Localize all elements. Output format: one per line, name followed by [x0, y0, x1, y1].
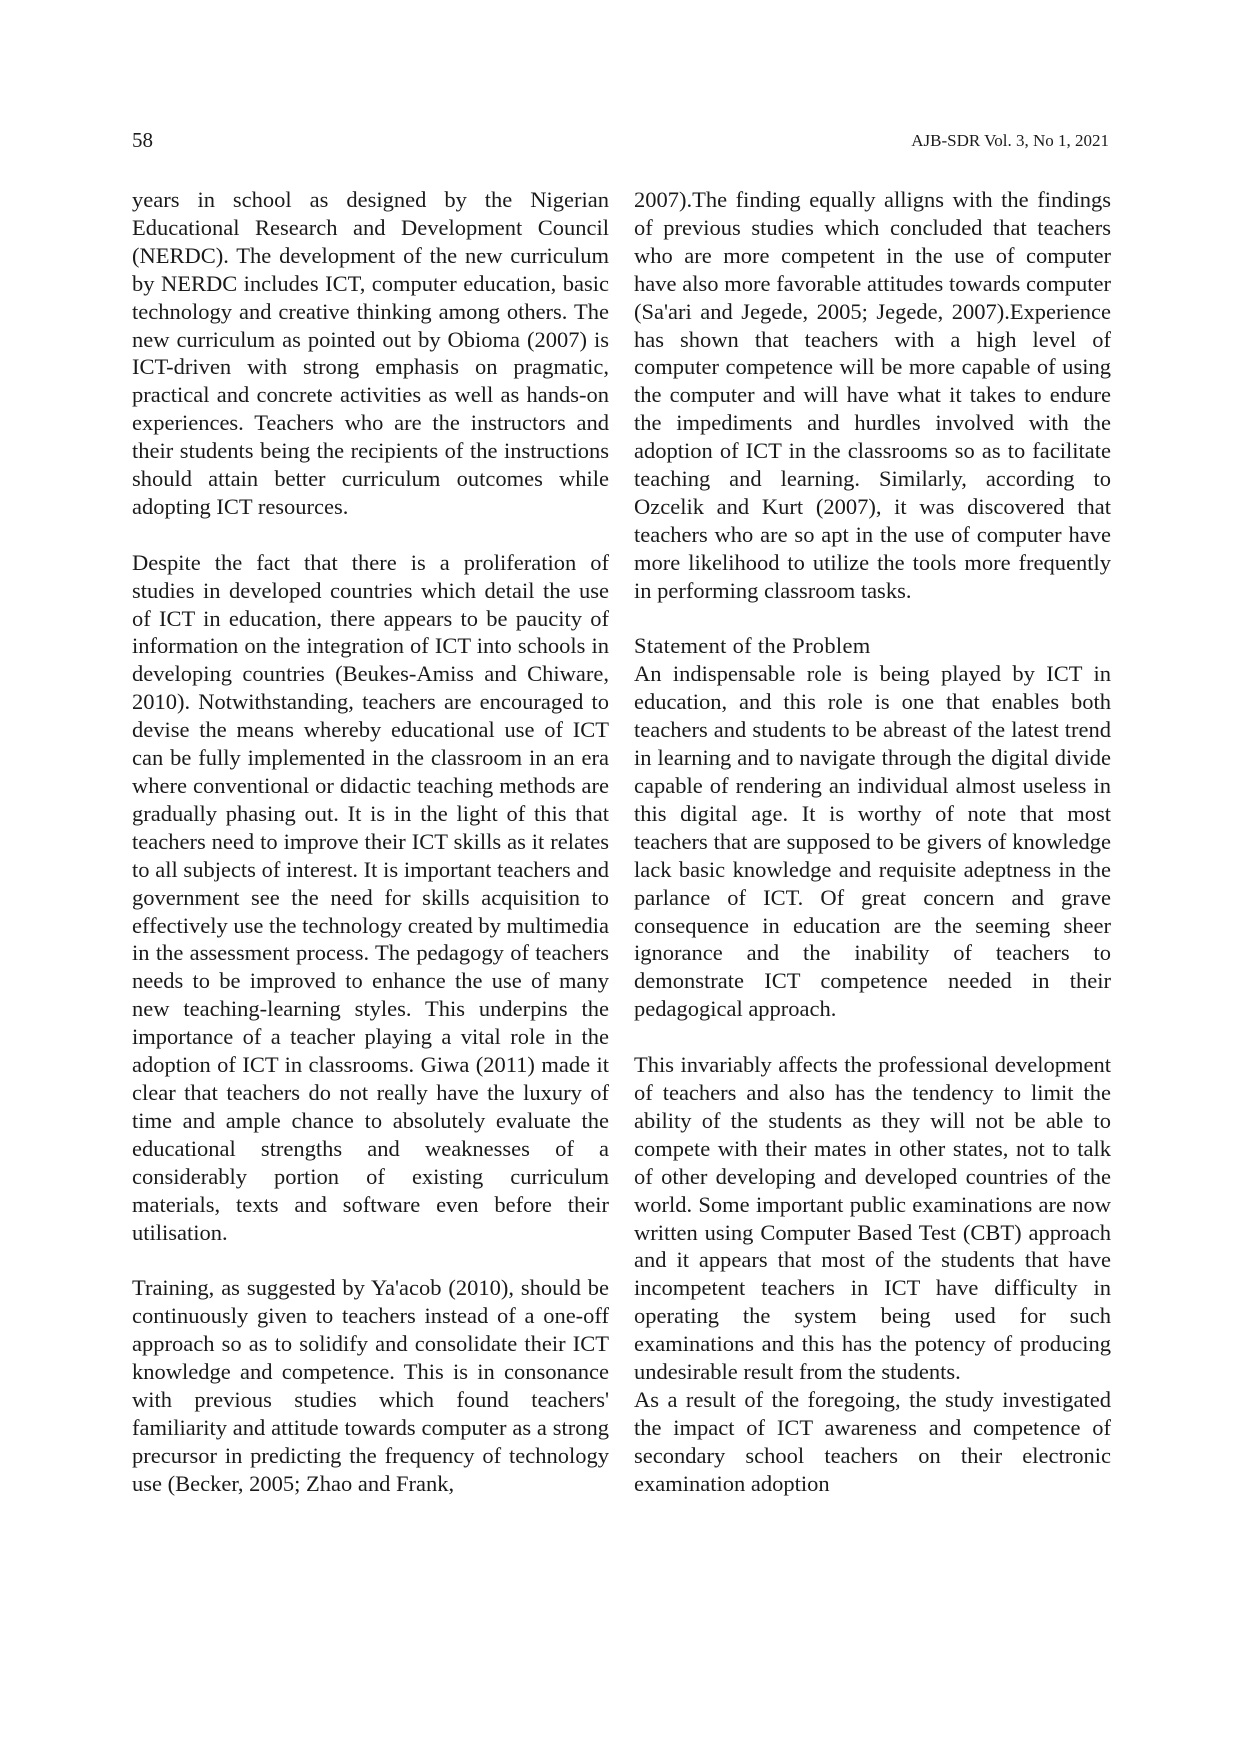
paragraph: This invariably affects the professional development of teachers and also has the tendency to limit the ability of the students as they will not be able to compete with their mates in other states, not to talk of other developing and developed countries of the world. Some important public examinations are now written using Computer Based Test (CBT) approach and it appears that most of the students that have incompetent teachers in ICT have difficulty in operating the system being used for such examinations and this has the potency of producing undesirable result from the students. — [634, 1052, 1111, 1385]
paragraph: As a result of the foregoing, the study investigated the impact of ICT awareness and competence of secondary school teachers on their electronic examination adoption — [634, 1386, 1111, 1496]
paragraph: Training, as suggested by Ya'acob (2010), should be continuously given to teachers instead of a one-off approach so as to solidify and consolidate their ICT knowledge and competence. This is in consonance with previous studies which found teachers' familiarity and attitude towards computer as a strong precursor in predicting the frequency of technology use (Becker, 2005; Zhao and Frank, — [132, 1275, 609, 1496]
paragraph: An indispensable role is being played by ICT in education, and this role is one that enables both teachers and students to be abreast of the latest trend in learning and to navigate through the digital divide capable of rendering an individual almost useless in this digital age. It is worthy of note that most teachers that are supposed to be givers of knowledge lack basic knowledge and requisite adeptness in the parlance of ICT. Of great concern and grave consequence in education are the seeming sheer ignorance and the inability of teachers to demonstrate ICT competence needed in their pedagogical approach. — [634, 661, 1111, 1022]
paragraph: Despite the fact that there is a proliferation of studies in developed countries which detail the use of ICT in education, there appears to be paucity of information on the integration of ICT into schools in developing countries (Beukes-Amiss and Chiware, 2010). Notwithstanding, teachers are encouraged to devise the means whereby educational use of ICT can be fully implemented in the classroom in an era where conventional or didactic teaching methods are gradually phasing out. It is in the light of this that teachers need to improve their ICT skills as it relates to all subjects of interest. It is important teachers and government see the need for skills acquisition to effectively use the technology created by multimedia in the assessment process. The pedagogy of teachers needs to be improved to enhance the use of many new teaching-learning styles. This underpins the importance of a teacher playing a vital role in the adoption of ICT in classrooms. Giwa (2011) made it clear that teachers do not really have the luxury of time and ample chance to absolutely evaluate the educational strengths and weaknesses of a considerably portion of existing curriculum materials, texts and software even before their utilisation. — [132, 549, 609, 1245]
left-column — [132, 186, 609, 1498]
paragraph: years in school as designed by the Nigerian Educational Research and Development Council (NERDC). The development of the new curriculum by NERDC includes ICT, computer education, basic technology and creative thinking among others. The new curriculum as pointed out by Obioma (2007) is ICT-driven with strong emphasis on pragmatic, practical and concrete activities as well as hands-on experiences. Teachers who are the instructors and their students being the recipients of the instructions should attain better curriculum outcomes while adopting ICT resources. — [132, 187, 609, 519]
right-column — [634, 186, 1111, 1498]
page-number: 58 — [132, 128, 153, 152]
journal-running-head: AJB-SDR Vol. 3, No 1, 2021 — [911, 131, 1109, 150]
section-heading: Statement of the Problem — [634, 633, 871, 659]
paragraph: 2007).The finding equally alligns with the findings of previous studies which concluded that teachers who are more competent in the use of computer have also more favorable attitudes towards computer (Sa'ari and Jegede, 2005; Jegede, 2007).Experience has shown that teachers with a high level of computer competence will be more capable of using the computer and will have what it takes to endure the impediments and hurdles involved with the adoption of ICT in the classrooms so as to facilitate teaching and learning. Similarly, according to Ozcelik and Kurt (2007), it was discovered that teachers who are so apt in the use of computer have more likelihood to utilize the tools more frequently in performing classroom tasks. — [634, 187, 1111, 603]
